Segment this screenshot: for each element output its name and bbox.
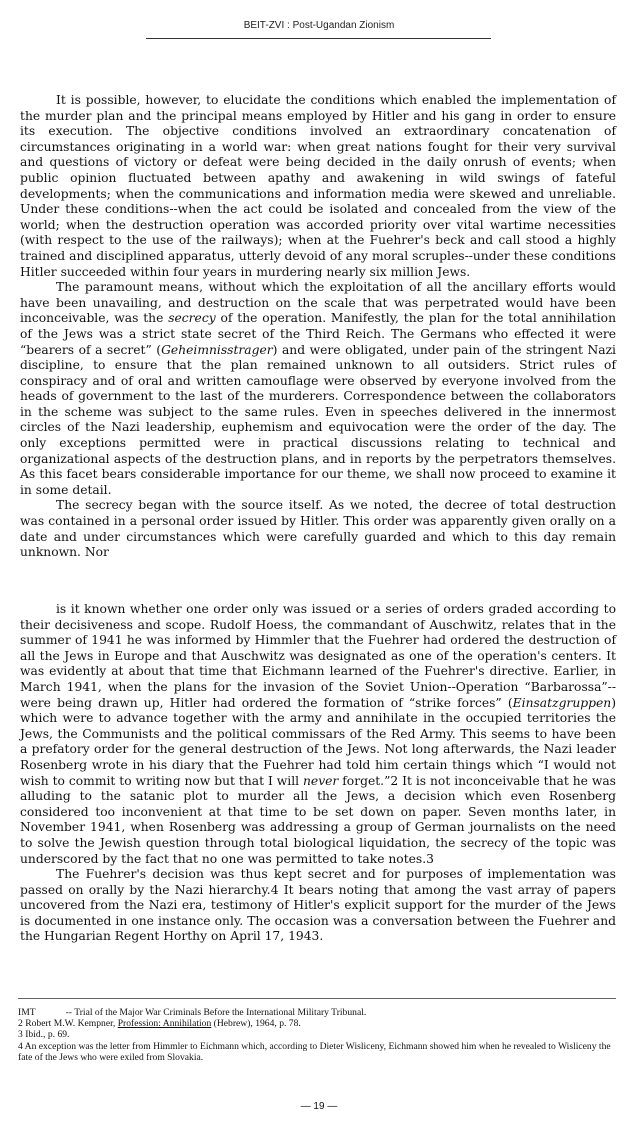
header-rule — [146, 38, 491, 39]
paragraph-2 — [20, 280, 616, 498]
footnote-1-text: -- Trial of the Major War Criminals Before the International Military Tribunal. — [65, 1007, 367, 1018]
paragraph-2-part-2: of the operation. Manifestly, the plan for the total annihilation of the Jews was a strict state secret of the Third Reich. The Germans who effected it were “bearers of a secret” ( — [20, 311, 616, 357]
footnote-3: 3 Ibid., p. 69. — [18, 1029, 70, 1041]
footnote-2 — [18, 1018, 618, 1029]
paragraph-4-part-1: is it known whether one order only was issued or a series of orders graded according to their decisiveness and scope. Rudolf Hoess, the commandant of Auschwitz, relates that in the summer of 1941 he was informed by Himmler that the Fuehrer had ordered the destruction of all the Jews in Europe and that Auschwitz was designated as one of the operation's centers. It was evidently at about that time that Eichmann learned of the Fuehrer's directive. Earlier, in March 1941, when the plans for the invasion of the Soviet Union--Operation “Barbarossa”--were being drawn up, Hitler had ordered the formation of “strike forces” ( — [20, 602, 616, 710]
page-number: — 19 — — [300, 1101, 338, 1112]
running-header: BEIT-ZVI : Post-Ugandan Zionism — [243, 20, 395, 31]
footnote-2-title: Profession: Annihilation — [117, 1018, 212, 1030]
footnotes — [18, 1007, 618, 1063]
paragraph-1: It is possible, however, to elucidate the conditions which enabled the implementation of the murder plan and the principal means employed by Hitler and his gang in order to ensure its execution. The objective conditions involved an extraordinary concatenation of circumstances originating in a world war: when great nations fought for their very survival and questions of victory or defeat were being decided in the daily onrush of events; when public opinion fluctuated between apathy and awakening in wild swings of fateful developments; when the communications and information media were skewed and unreliable. Under these conditions--when the act could be isolated and concealed from the view of the world; when the destruction operation was accorded priority over vital wartime necessities (with respect to the use of the railways); when at the Fuehrer's beck and call stood a highly trained and disciplined apparatus, utterly devoid of any moral scruples--under these conditions Hitler succeeded within four years in murdering nearly six million Jews. — [20, 93, 616, 279]
paragraph-4-italic-einsatzgruppen: Einsatzgruppen — [512, 695, 612, 710]
body-text-bottom — [20, 602, 616, 945]
paragraph-2-italic-secrecy: secrecy — [168, 311, 216, 326]
footnote-4: 4 An exception was the letter from Himmler to Eichmann which, according to Dieter Wisliceny, Eichmann showed him when he revealed to Wisliceny the fate of the Jews who were exiled from Slovakia. — [18, 1040, 611, 1063]
footnote-2-suffix: (Hebrew), 1964, p. 78. — [211, 1018, 301, 1030]
paragraph-5: The Fuehrer's decision was thus kept secret and for purposes of implementation was passed on orally by the Nazi hierarchy.4 It bears noting that among the vast array of papers uncovered from the Nazi era, testimony of Hitler's explicit support for the murder of the Jews is documented in one instance only. The occasion was a conversation between the Fuehrer and the Hungarian Regent Horthy on April 17, 1943. — [20, 867, 616, 944]
paragraph-3: The secrecy began with the source itself. As we noted, the decree of total destruction was contained in a personal order issued by Hitler. This order was apparently given orally on a date and under circumstances which were carefully guarded and which to this day remain unknown. Nor — [20, 498, 616, 560]
paragraph-2-italic-term: Geheimnisstrager — [161, 342, 273, 357]
footnote-1-abbr: IMT — [18, 1007, 36, 1018]
paragraph-4-part-3: forget.”2 It is not inconceivable that he was alluding to the satanic plot to murder all the Jews, a decision which even Rosenberg considered too inconvenient at that time to be set down on paper. Seven months later, in November 1941, when Rosenberg was addressing a group of German journalists on the need to solve the Jewish question through total biological liquidation, the secrecy of the topic was underscored by the fact that no one was permitted to take notes.3 — [20, 773, 616, 866]
paragraph-4 — [20, 602, 616, 867]
paragraph-2-part-3: ) and were obligated, under pain of the stringent Nazi discipline, to ensure that the plan remained unknown to all outsiders. Strict rules of conspiracy and of oral and written camouflage were observed by everyone involved from the heads of government to the last of the murderers. Correspondence between the collaborators in the scheme was subject to the same rules. Even in speeches delivered in the innermost circles of the Nazi leadership, euphemism and equivocation were the order of the day. The only exceptions permitted were in practical discussions relating to technical and organizational aspects of the destruction plans, and in reports by the perpetrators themselves. As this facet bears considerable importance for our theme, we shall now proceed to examine it in some detail. — [20, 342, 616, 497]
paragraph-4-part-2: ) which were to advance together with the army and annihilate in the occupied territories the Jews, the Communists and the political commissars of the Red Army. This seems to have been a prefatory order for the general destruction of the Jews. Not long afterwards, the Nazi leader Rosenberg wrote in his diary that the Fuehrer had told him certain things which “I would not wish to commit to writing now but that I will — [20, 695, 616, 788]
footnote-2-prefix: 2 Robert M.W. Kempner, — [18, 1018, 118, 1030]
paragraph-4-italic-never: never — [303, 773, 339, 788]
body-text-top — [20, 93, 616, 561]
paragraph-2-part-1: The paramount means, without which the exploitation of all the ancillary efforts would have been unavailing, and destruction on the scale that was perpetrated would have been inconceivable, was the — [20, 280, 616, 326]
footnote-1 — [18, 1007, 618, 1018]
footnote-rule — [18, 998, 616, 999]
